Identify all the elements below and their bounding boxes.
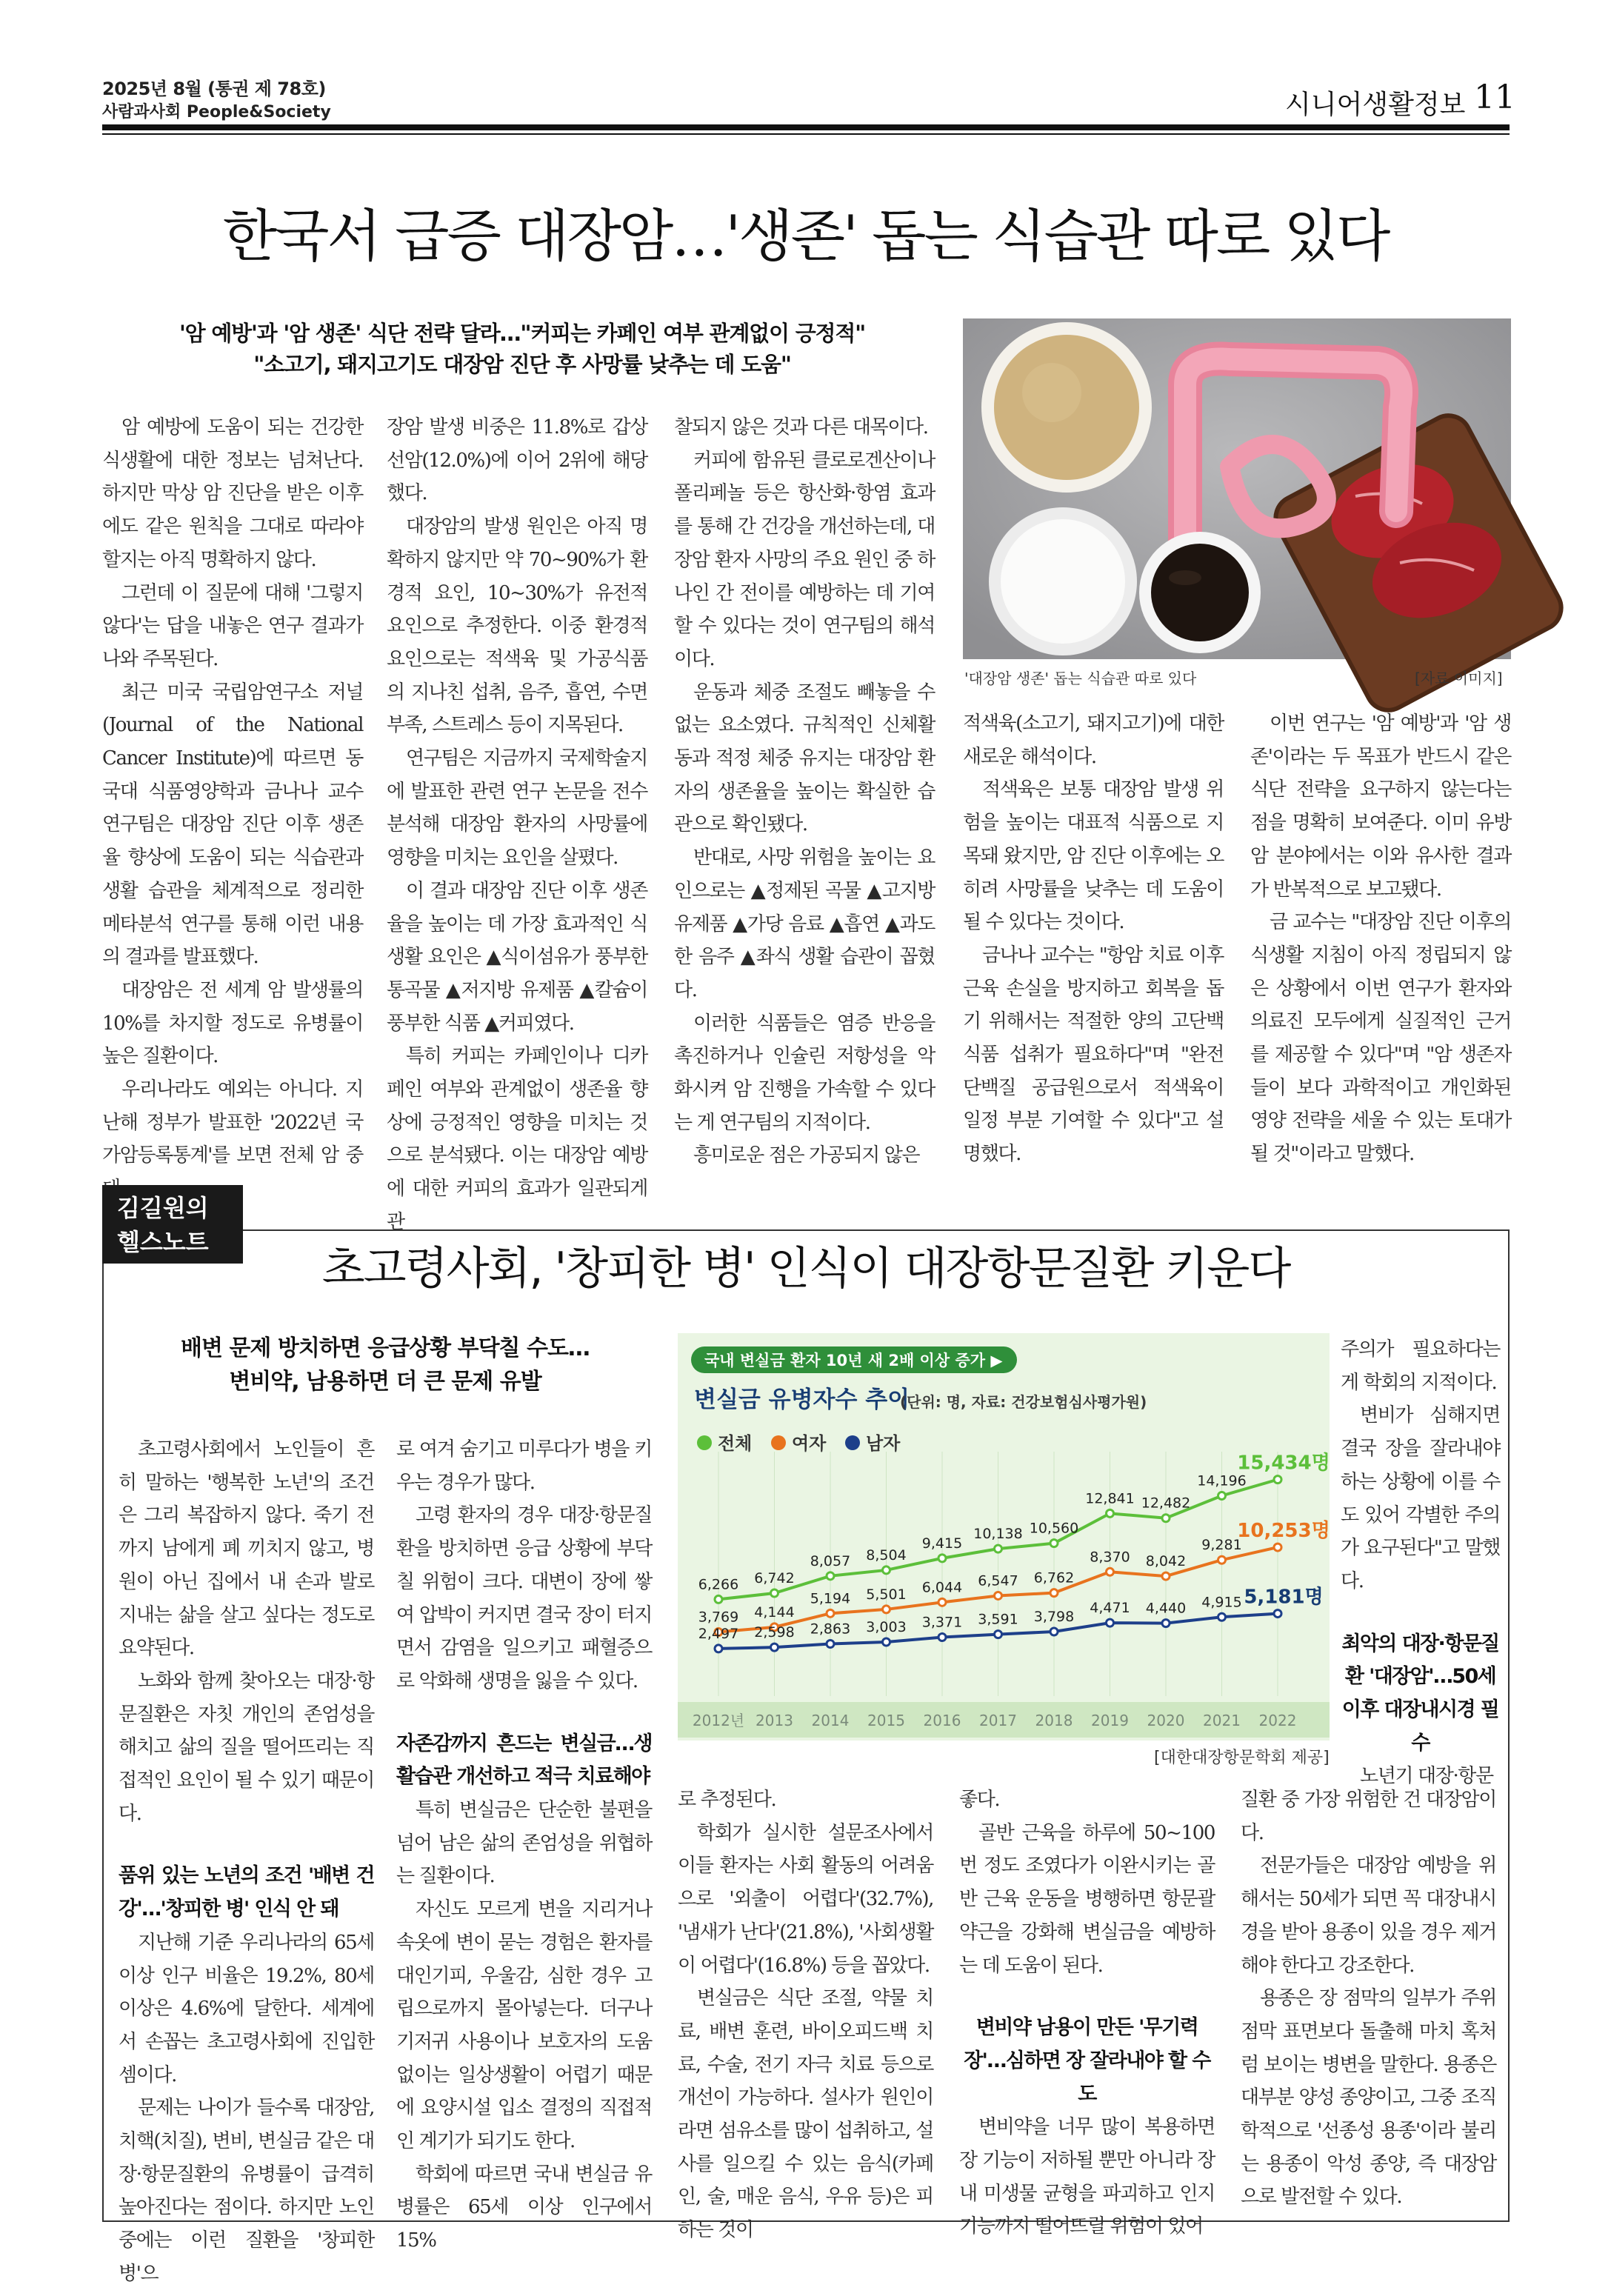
paragraph: 주의가 필요하다는 게 학회의 지적이다. <box>1341 1338 1500 1394</box>
x-tick-label: 2018 <box>1035 1712 1073 1729</box>
data-label: 12,841 <box>1085 1490 1135 1507</box>
data-label: 6,266 <box>698 1576 739 1593</box>
paragraph: 최근 미국 국립암연구소 저널(Journal of the National Cancer Institute)에 따르면 동국대 식품영양학과 금나나 교수 연구팀은 대장암 진단 이후 생존율 향상에 도움이 되는 식습관과 생활 습관을 체계적으로 정리한 메타분석 연구를 통해 이런 내용의 결과를 발표했다. <box>102 681 363 969</box>
data-point <box>771 1589 778 1597</box>
data-label: 10,253명 <box>1237 1520 1330 1543</box>
paragraph: 전문가들은 대장암 예방을 위해서는 50세가 되면 꼭 대장내시경을 받아 용종이 있을 경우 제거해야 한다고 강조한다. <box>1241 1855 1496 1977</box>
issue-info: 2025년 8월 (통권 제 78호) <box>102 79 326 99</box>
data-label: 3,769 <box>698 1609 739 1626</box>
article2-column-5-bottom <box>1241 1783 1496 2213</box>
paragraph: 대장암은 전 세계 암 발생률의 10%를 차지할 정도로 유병률이 높은 질환이다. <box>102 978 363 1068</box>
paragraph: 노화와 함께 찾아오는 대장·항문질환은 자칫 개인의 존엄성을 해치고 삶의 질을 떨어뜨리는 직접적인 요인이 될 수 있기 때문이다. <box>119 1669 374 1825</box>
data-point <box>1162 1515 1170 1522</box>
paragraph: 로 추정된다. <box>678 1789 776 1811</box>
legend-label: 남자 <box>866 1433 901 1454</box>
data-label: 2,598 <box>754 1624 795 1641</box>
article1-subhead-1: '암 예방'과 '암 생존' 식단 전략 달라…"커피는 카페인 여부 관계없이 긍정적" <box>179 321 866 346</box>
data-point <box>1218 1556 1226 1564</box>
chart-svg <box>678 1333 1330 1741</box>
data-point <box>827 1609 834 1617</box>
article1-headline: 한국서 급증 대장암…'생존' 돕는 식습관 따로 있다 <box>222 203 1389 269</box>
data-point <box>995 1545 1002 1552</box>
paragraph: 그런데 이 질문에 대해 '그렇지 않다'는 답을 내놓은 연구 결과가 나와 주목된다. <box>102 581 363 670</box>
data-point <box>1162 1572 1170 1580</box>
data-label: 8,370 <box>1090 1549 1130 1566</box>
paragraph: 초고령사회에서 노인들이 흔히 말하는 '행복한 노년'의 조건은 그리 복잡하지 않다. 죽기 전까지 남에게 폐 끼치지 않고, 병원이 아닌 집에서 내 손과 발로 지내는 삶을 살고 싶다는 정도로 요약된다. <box>119 1438 374 1660</box>
page-number: 11 <box>1474 79 1515 116</box>
legend-marker <box>845 1435 860 1450</box>
paragraph: 대장암의 발생 원인은 아직 명확하지 않지만 약 70~90%가 환경적 요인, 10~30%가 유전적 요인으로 추정한다. 이중 환경적 요인으로는 적색육 및 가공식품의 지나친 섭취, 음주, 흡연, 수면 부족, 스트레스 등이 지목된다. <box>387 515 647 737</box>
data-label: 14,196 <box>1197 1472 1247 1489</box>
article2-column-5-top <box>1341 1333 1500 1788</box>
subheading: 품위 있는 노년의 조건 '배변 건강'…'창피한 병' 인식 안 돼 <box>119 1864 374 1921</box>
data-point <box>1274 1476 1281 1484</box>
data-label: 5,194 <box>810 1590 851 1607</box>
x-tick-label: 2014 <box>811 1712 850 1729</box>
data-point <box>938 1634 946 1641</box>
article1-subhead-2: "소고기, 돼지고기도 대장암 진단 후 사망률 낮추는 데 도움" <box>253 352 791 377</box>
data-point <box>1107 1619 1114 1626</box>
paragraph: 이번 연구는 '암 예방'과 '암 생존'이라는 두 목표가 반드시 같은 식단 전략을 요구하지 않는다는 점을 명확히 보여준다. 이미 유방암 분야에서는 이와 유사한 결과가 반복적으로 보고됐다. <box>1250 713 1511 901</box>
data-label: 9,281 <box>1201 1537 1242 1554</box>
chart-credit: [대한대장항문학회 제공] <box>1154 1749 1330 1767</box>
article1-column-5 <box>1250 707 1511 1167</box>
paragraph: 변실금은 식단 조절, 약물 치료, 배변 훈련, 바이오피드백 치료, 수술, 전기 자극 치료 등으로 개선이 가능하다. 설사가 원인이라면 섬유소를 많이 섭취하고, 설사를 일으킬 수 있는 음식(카페인, 술, 매운 음식, 우유 등)은 피하는 것이 <box>678 1987 933 2242</box>
publication-name: 사람과사회 People&Society <box>102 103 331 121</box>
data-point <box>1274 1610 1281 1618</box>
x-tick-label: 2016 <box>923 1712 961 1729</box>
subheading: 최악의 대장·항문질환 '대장암'…50세 이후 대장내시경 필수 <box>1341 1632 1499 1755</box>
subheading: 자존감까지 흔드는 변실금…생활습관 개선하고 적극 치료해야 <box>396 1732 652 1789</box>
data-label: 4,440 <box>1145 1600 1187 1617</box>
data-label: 3,371 <box>921 1614 963 1631</box>
data-label: 4,915 <box>1201 1594 1242 1611</box>
paragraph: 용종은 장 점막의 일부가 주위 점막 표면보다 돌출해 마치 혹처럼 보이는 병변을 말한다. 용종은 대부분 양성 종양이고, 그중 조직학적으로 '선종성 용종'이라 불리는 용종이 악성 종양, 즉 대장암으로 발전할 수 있다. <box>1241 1987 1496 2209</box>
paragraph: 자신도 모르게 변을 지리거나 속옷에 변이 묻는 경험은 환자를 대인기피, 우울감, 심한 경우 고립으로까지 몰아넣는다. 더구나 기저귀 사용이나 보호자의 도움 없이는 일상생활이 어렵기 때문에 요양시설 입소 결정의 직접적인 계기가 되기도 한다. <box>396 1898 652 2153</box>
data-point <box>883 1566 890 1574</box>
paragraph: 반대로, 사망 위험을 높이는 요인으로는 ▲정제된 곡물 ▲고지방 유제품 ▲가당 음료 ▲흡연 ▲과도한 음주 ▲좌식 생활 습관이 꼽혔다. <box>674 847 935 1001</box>
article1-photo-caption: '대장암 생존' 돕는 식습관 따로 있다 <box>964 670 1197 687</box>
legend-marker <box>771 1435 786 1450</box>
data-label: 3,591 <box>978 1611 1018 1628</box>
chart-title: 변실금 유병자수 추이 <box>694 1386 910 1413</box>
data-point <box>1162 1620 1170 1627</box>
data-point <box>1107 1509 1114 1517</box>
section-name: 시니어생활정보 <box>1285 90 1466 120</box>
x-tick-label: 2022 <box>1258 1712 1297 1729</box>
legend-label: 여자 <box>792 1433 827 1454</box>
data-label: 3,003 <box>866 1619 907 1636</box>
paragraph: 노년기 대장·항문 <box>1360 1765 1493 1788</box>
paragraph: 학회에 따르면 국내 변실금 유병률은 65세 이상 인구에서 15% <box>396 2163 652 2252</box>
article1-column-1 <box>102 411 363 1167</box>
article1-column-3 <box>674 411 935 1167</box>
paragraph: 우리나라도 예외는 아니다. 지난해 정부가 발표한 '2022년 국가암등록통계'를 보면 전체 암 중 <box>102 1078 363 1167</box>
paragraph: 암 예방에 도움이 되는 건강한 식생활에 대한 정보는 넘쳐난다. 하지만 막상 암 진단을 받은 이후에도 같은 원칙을 그대로 따라야 할지는 아직 명확하지 않다. <box>102 416 363 571</box>
column-tag-author: 김길원의 <box>117 1194 209 1222</box>
data-label: 5,181명 <box>1244 1586 1324 1609</box>
data-label: 5,501 <box>866 1586 907 1603</box>
article1-column-4 <box>963 707 1224 1167</box>
article2-headline: 초고령사회, '창피한 병' 인식이 대장항문질환 키운다 <box>321 1243 1290 1295</box>
data-label: 6,547 <box>978 1572 1018 1589</box>
article2-column-4 <box>959 1783 1215 2238</box>
column-tag-title: 헬스노트 <box>117 1228 209 1256</box>
x-tick-label: 2012년 <box>692 1712 745 1729</box>
data-point <box>995 1592 1002 1599</box>
data-label: 6,044 <box>921 1579 963 1596</box>
paragraph: 적색육은 보통 대장암 발생 위험을 높이는 대표적 식품으로 지목돼 왔지만, 암 진단 이후에는 오히려 사망률을 낮추는 데 도움이 될 수 있다는 것이다. <box>963 778 1224 934</box>
article2-subhead-1: 배변 문제 방치하면 응급상황 부닥칠 수도… <box>181 1335 590 1361</box>
data-label: 6,762 <box>1033 1569 1075 1586</box>
paragraph: 찰되지 않은 것과 다른 대목이다. <box>674 416 928 438</box>
paragraph: 커피에 함유된 클로로겐산이나 폴리페놀 등은 항산화·항염 효과를 통해 간 건강을 개선하는데, 대장암 환자 사망의 주요 원인 중 하나인 간 전이를 예방하는 데 기여할 수 있다는 것이 연구팀의 해석이다. <box>674 449 935 670</box>
article2-column-2 <box>396 1433 652 2252</box>
paragraph: 흥미로운 점은 가공되지 않은 <box>693 1144 920 1167</box>
incontinence-chart <box>678 1333 1330 1741</box>
coffee-cup <box>1139 532 1261 653</box>
article1-photo <box>963 318 1511 659</box>
data-label: 15,434명 <box>1237 1452 1330 1475</box>
paragraph: 금나나 교수는 "항암 치료 이후 근육 손실을 방지하고 회복을 돕기 위해서는 적절한 양의 고단백 식품 섭취가 필요하다"며 "완전 단백질 공급원으로서 적색육이 일정 부분 기여할 수 있다"고 설명했다. <box>963 944 1224 1166</box>
legend-label: 전체 <box>718 1433 753 1454</box>
data-point <box>1274 1544 1281 1551</box>
data-label: 3,798 <box>1033 1608 1075 1625</box>
x-tick-label: 2020 <box>1147 1712 1185 1729</box>
paragraph: 장암 발생 비중은 11.8%로 갑상선암(12.0%)에 이어 2위에 해당했다. <box>387 416 647 505</box>
data-label: 10,138 <box>973 1526 1023 1543</box>
paragraph: 변비가 심해지면 결국 장을 잘라내야 하는 상황에 이를 수도 있어 각별한 주의가 요구된다"고 말했다. <box>1341 1404 1500 1592</box>
data-label: 9,415 <box>921 1535 963 1552</box>
data-point <box>1218 1613 1226 1621</box>
data-label: 12,482 <box>1141 1495 1191 1512</box>
paragraph: 고령 환자의 경우 대장·항문질환을 방치하면 응급 상황에 부닥칠 위험이 크다. 대변이 장에 쌓여 압박이 커지면 결국 장이 터지면서 감염을 일으키고 패혈증으로 악화해 생명을 잃을 수 있다. <box>396 1504 652 1692</box>
article2-column-3 <box>678 1783 933 2242</box>
oats-bowl <box>981 322 1152 493</box>
header-rule <box>102 124 1510 130</box>
paragraph: 지난해 기준 우리나라의 65세 이상 인구 비율은 19.2%, 80세 이상은 4.6%에 달한다. 세계에서 손꼽는 초고령사회에 진입한 셈이다. <box>119 1931 374 2086</box>
data-label: 8,057 <box>810 1552 851 1569</box>
article2-column-1 <box>119 1433 374 2285</box>
data-point <box>1050 1589 1058 1597</box>
data-label: 4,144 <box>754 1603 795 1621</box>
data-label: 2,863 <box>810 1621 851 1638</box>
yogurt-bowl <box>989 507 1137 655</box>
data-point <box>1107 1568 1114 1575</box>
data-label: 4,471 <box>1090 1600 1130 1617</box>
data-point <box>1050 1628 1058 1635</box>
article2-subhead-2: 변비약, 남용하면 더 큰 문제 유발 <box>229 1369 541 1395</box>
x-tick-label: 2021 <box>1203 1712 1241 1729</box>
legend-marker <box>697 1435 712 1450</box>
x-tick-label: 2013 <box>756 1712 793 1729</box>
paragraph: 좋다. <box>959 1789 1000 1811</box>
chart-banner: 국내 변실금 환자 10년 새 2배 이상 증가 ▶ <box>704 1352 1003 1369</box>
paragraph: 변비약을 너무 많이 복용하면 장 기능이 저하될 뿐만 아니라 장 내 미생물 균형을 파괴하고 인지 기능까지 떨어뜨릴 위험이 있어 <box>959 2116 1215 2238</box>
x-tick-label: 2017 <box>979 1712 1017 1729</box>
paragraph: 금 교수는 "대장암 진단 이후의 식생활 지침이 아직 정립되지 않은 상황에서 이번 연구가 환자와 의료진 모두에게 실질적인 근거를 제공할 수 있다"며 "암 생존자들이 보다 과학적이고 개인화된 영양 전략을 세울 수 있는 토대가 될 것"이라고 말했다. <box>1250 911 1511 1166</box>
data-point <box>715 1595 722 1603</box>
data-label: 8,504 <box>866 1546 907 1564</box>
paragraph: 로 여겨 숨기고 미루다가 병을 키우는 경우가 많다. <box>396 1438 652 1494</box>
data-point <box>715 1645 722 1652</box>
paragraph: 적색육(소고기, 돼지고기)에 대한 새로운 해석이다. <box>963 713 1224 768</box>
data-point <box>827 1572 834 1580</box>
data-point <box>1050 1540 1058 1547</box>
data-point <box>995 1631 1002 1638</box>
x-tick-label: 2019 <box>1091 1712 1129 1729</box>
data-point <box>827 1640 834 1647</box>
data-point <box>771 1643 778 1651</box>
paragraph: 질환 중 가장 위험한 건 대장암이다. <box>1241 1789 1496 1844</box>
data-label: 8,042 <box>1145 1553 1187 1570</box>
paragraph: 특히 변실금은 단순한 불편을 넘어 남은 삶의 존엄성을 위협하는 질환이다. <box>396 1799 652 1888</box>
header-rule-thin <box>102 133 1510 135</box>
data-point <box>883 1606 890 1613</box>
article1-column-2 <box>387 411 647 1233</box>
data-label: 10,560 <box>1029 1520 1079 1537</box>
paragraph: 골반 근육을 하루에 50~100번 정도 조였다가 이완시키는 골반 근육 운동을 병행하면 항문괄약근을 강화해 변실금을 예방하는 데 도움이 된다. <box>959 1821 1215 1977</box>
data-label: 2,497 <box>698 1625 739 1642</box>
data-point <box>938 1555 946 1562</box>
paragraph: 학회가 실시한 설문조사에서 이들 환자는 사회 활동의 어려움으로 '외출이 어렵다'(32.7%), '냄새가 난다'(21.8%), '사회생활이 어렵다'(16.8%) 등을 꼽았다. <box>678 1821 933 1977</box>
data-point <box>883 1638 890 1646</box>
data-point <box>1218 1492 1226 1499</box>
paragraph: 연구팀은 지금까지 국제학술지에 발표한 관련 연구 논문을 전수 분석해 대장암 환자의 사망률에 영향을 미치는 요인을 살폈다. <box>387 747 647 870</box>
data-label: 6,742 <box>754 1570 795 1587</box>
paragraph: 이 결과 대장암 진단 이후 생존율을 높이는 데 가장 효과적인 식생활 요인은 ▲식이섬유가 풍부한 통곡물 ▲저지방 유제품 ▲칼슘이 풍부한 식품 ▲커피였다. <box>387 879 647 1035</box>
paragraph: 문제는 나이가 들수록 대장암, 치핵(치질), 변비, 변실금 같은 대장·항문질환의 유병률이 급격히 높아진다는 점이다. 하지만 노인 중에는 이런 질환을 '창피한 병'으 <box>119 2097 374 2285</box>
data-point <box>938 1598 946 1606</box>
paragraph: 운동과 체중 조절도 빼놓을 수 없는 요소였다. 규칙적인 신체활동과 적정 체중 유지는 대장암 환자의 생존율을 높이는 확실한 습관으로 확인됐다. <box>674 681 935 836</box>
chart-unit-note: (단위: 명, 자료: 건강보험심사평가원) <box>900 1393 1147 1411</box>
x-tick-label: 2015 <box>867 1712 905 1729</box>
subheading: 변비약 남용이 만든 '무기력장'…심하면 장 잘라내야 할 수도 <box>964 2016 1210 2106</box>
paragraph: 이러한 식품들은 염증 반응을 촉진하거나 인슐린 저항성을 악화시켜 암 진행을 가속할 수 있다는 게 연구팀의 지적이다. <box>674 1012 935 1134</box>
article1-photo-credit: [자료 이미지] <box>1415 670 1503 687</box>
paragraph: 특히 커피는 카페인이나 디카페인 여부와 관계없이 생존율 향상에 긍정적인 영향을 미치는 것으로 분석됐다. 이는 대장암 예방에 대한 커피의 효과가 일관되게 관 <box>387 1045 647 1233</box>
